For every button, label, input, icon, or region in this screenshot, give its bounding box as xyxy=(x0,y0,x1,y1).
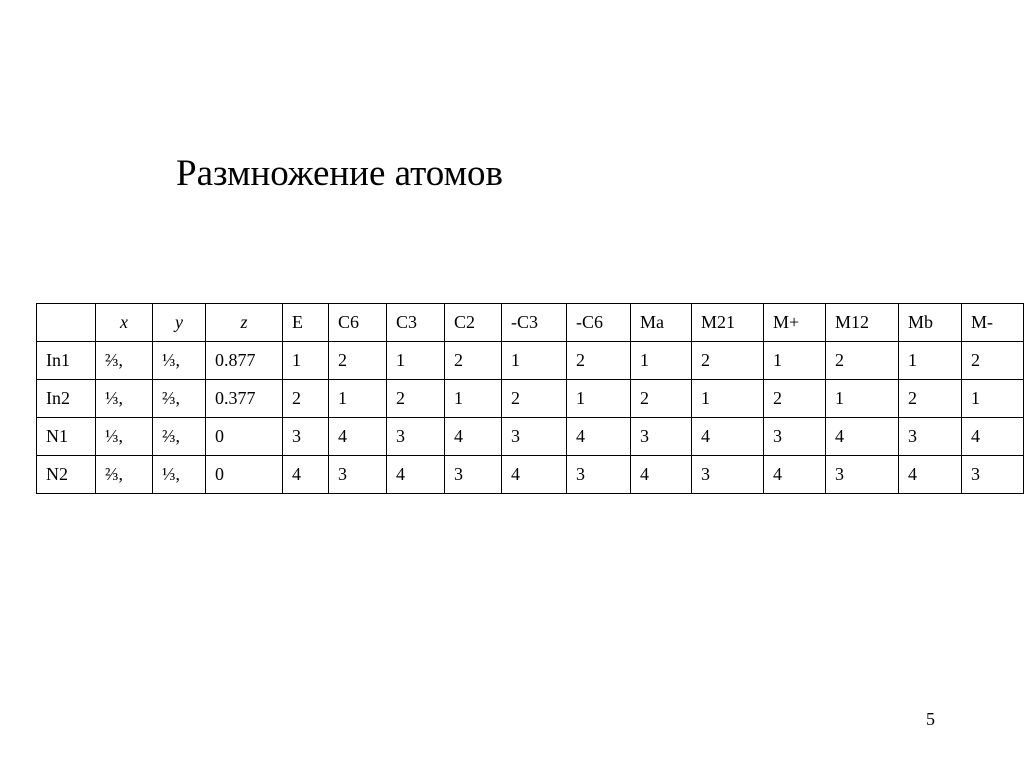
table-cell: 4 xyxy=(567,418,631,456)
header-cell-c6: C6 xyxy=(329,304,387,342)
table-cell: 2 xyxy=(631,380,692,418)
table-cell: 2 xyxy=(899,380,962,418)
header-cell-z: z xyxy=(206,304,283,342)
header-cell-x: x xyxy=(96,304,153,342)
table-cell: ⅔, xyxy=(153,418,206,456)
table-cell: 3 xyxy=(764,418,826,456)
table-cell: ⅔, xyxy=(153,380,206,418)
table-row xyxy=(37,380,1024,418)
table-cell: 1 xyxy=(899,342,962,380)
header-cell-c2: C2 xyxy=(445,304,502,342)
table-cell: 1 xyxy=(283,342,329,380)
table-cell: 3 xyxy=(283,418,329,456)
table-cell: 1 xyxy=(962,380,1024,418)
table-cell: 4 xyxy=(764,456,826,494)
table-cell: 2 xyxy=(502,380,567,418)
table-cell: 4 xyxy=(283,456,329,494)
table-cell: 4 xyxy=(962,418,1024,456)
table-cell: N2 xyxy=(37,456,96,494)
table-cell: 2 xyxy=(445,342,502,380)
table-cell: 2 xyxy=(387,380,445,418)
table-cell: 3 xyxy=(329,456,387,494)
table-cell: 1 xyxy=(329,380,387,418)
table-cell: 4 xyxy=(826,418,899,456)
table-cell: 4 xyxy=(692,418,764,456)
header-cell-minus-c3: -C3 xyxy=(502,304,567,342)
table-cell: 3 xyxy=(631,418,692,456)
header-cell-m-plus: M+ xyxy=(764,304,826,342)
table-cell: 2 xyxy=(329,342,387,380)
table-cell: 1 xyxy=(692,380,764,418)
table-cell: 1 xyxy=(764,342,826,380)
table-cell: 1 xyxy=(567,380,631,418)
table-cell: 4 xyxy=(899,456,962,494)
table-cell: 1 xyxy=(387,342,445,380)
table-row xyxy=(37,456,1024,494)
table-cell: 3 xyxy=(826,456,899,494)
table-cell: 2 xyxy=(692,342,764,380)
table-cell: 0.877 xyxy=(206,342,283,380)
table-cell: 1 xyxy=(502,342,567,380)
slide-title: Размножение атомов xyxy=(176,153,503,194)
table-cell: ⅔, xyxy=(96,456,153,494)
table-header-row xyxy=(37,304,1024,342)
table-cell: 2 xyxy=(764,380,826,418)
table-cell: ⅓, xyxy=(96,418,153,456)
table-row xyxy=(37,418,1024,456)
table-cell: 2 xyxy=(962,342,1024,380)
table-cell: 0.377 xyxy=(206,380,283,418)
table-cell: 4 xyxy=(387,456,445,494)
table-cell: ⅓, xyxy=(153,456,206,494)
table-cell: 4 xyxy=(502,456,567,494)
table-cell: 3 xyxy=(567,456,631,494)
table-cell: 1 xyxy=(631,342,692,380)
table-cell: 0 xyxy=(206,418,283,456)
table-row xyxy=(37,342,1024,380)
table-cell: 4 xyxy=(329,418,387,456)
table-cell: 2 xyxy=(283,380,329,418)
header-cell-c3: C3 xyxy=(387,304,445,342)
table-cell: ⅓, xyxy=(153,342,206,380)
table-cell: In2 xyxy=(37,380,96,418)
table-cell: 3 xyxy=(445,456,502,494)
header-cell-y: y xyxy=(153,304,206,342)
header-cell-m21: M21 xyxy=(692,304,764,342)
header-cell-blank xyxy=(37,304,96,342)
table-cell: 1 xyxy=(445,380,502,418)
header-cell-minus-c6: -C6 xyxy=(567,304,631,342)
table-cell: 3 xyxy=(387,418,445,456)
atom-multiplication-table xyxy=(36,303,1024,494)
table-cell: 3 xyxy=(962,456,1024,494)
table-cell: ⅔, xyxy=(96,342,153,380)
header-cell-mb: Mb xyxy=(899,304,962,342)
header-cell-e: E xyxy=(283,304,329,342)
table-cell: 2 xyxy=(826,342,899,380)
header-cell-m12: M12 xyxy=(826,304,899,342)
table-cell: 3 xyxy=(692,456,764,494)
table-cell: 4 xyxy=(445,418,502,456)
header-cell-ma: Ma xyxy=(631,304,692,342)
table-cell: ⅓, xyxy=(96,380,153,418)
table-cell: N1 xyxy=(37,418,96,456)
table-cell: 1 xyxy=(826,380,899,418)
page-number: 5 xyxy=(926,709,935,729)
table-cell: In1 xyxy=(37,342,96,380)
table-cell: 4 xyxy=(631,456,692,494)
table-cell: 2 xyxy=(567,342,631,380)
table-cell: 3 xyxy=(502,418,567,456)
header-cell-m-minus: M- xyxy=(962,304,1024,342)
table-cell: 0 xyxy=(206,456,283,494)
table-cell: 3 xyxy=(899,418,962,456)
